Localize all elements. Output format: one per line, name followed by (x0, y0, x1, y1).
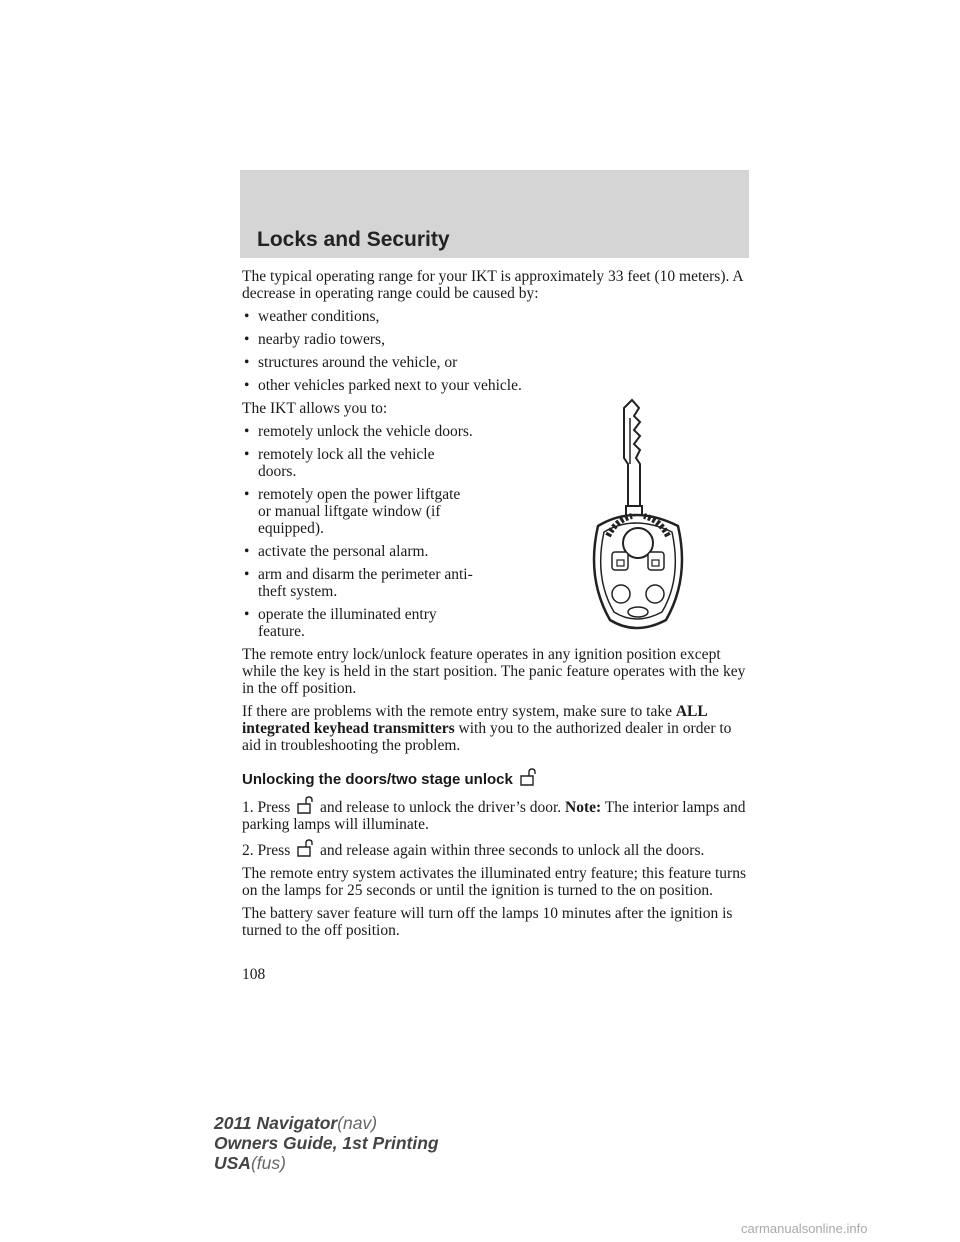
ignition-paragraph: The remote entry lock/unlock feature operates in any ignition position except while the key is held in the start position. The panic feature operates with the key in the off position. (242, 646, 746, 697)
list-item: • nearby radio towers, (244, 331, 385, 348)
page-content (242, 268, 747, 945)
unlock-icon (294, 839, 316, 857)
range-paragraph: The typical operating range for your IKT is approximately 33 feet (10 meters). A decrease in operating range could be caused by: (242, 268, 743, 302)
transmitters-emphasis: ALL integrated keyhead transmitters (242, 703, 707, 737)
step-2: 2. Press and release again within three seconds to unlock all the doors. (242, 839, 747, 859)
list-item: • weather conditions, (244, 308, 380, 325)
watermark: carmanualsonline.info (741, 1221, 868, 1236)
list-item: • remotely unlock the vehicle doors. (244, 423, 473, 440)
step-1: 1. Press and release to unlock the driver’s door. Note: The interior lamps and parking lamps will illuminate. (242, 796, 747, 833)
list-item: • other vehicles parked next to your vehicle. (244, 377, 522, 394)
list-item: • arm and disarm the perimeter anti-theft system. (244, 566, 473, 600)
page-number: 108 (242, 966, 266, 983)
section-title: Locks and Security (257, 228, 450, 251)
range-causes-list (242, 308, 747, 394)
illuminated-entry-paragraph: The remote entry system activates the illuminated entry feature; this feature turns on the lamps for 25 seconds or until the ignition is turned to the on position. (242, 865, 746, 899)
unlock-icon (294, 796, 316, 814)
unlock-icon (517, 768, 539, 786)
list-item: • structures around the vehicle, or (244, 354, 458, 371)
list-item: • remotely open the power liftgate or manual liftgate window (if equipped). (244, 486, 461, 537)
problems-paragraph: If there are problems with the remote entry system, make sure to take ALL integrated keyhead transmitters with you to the authorized dealer in order to aid in troubleshooting the problem. (242, 703, 732, 754)
document-footer: 2011 Navigator(nav) Owners Guide, 1st Printing USA(fus) (214, 1113, 439, 1173)
note-label: Note: (565, 799, 602, 816)
list-item: • operate the illuminated entry feature. (244, 606, 437, 640)
list-item: • remotely lock all the vehicle doors. (244, 446, 435, 480)
list-item: • activate the personal alarm. (244, 543, 429, 560)
ikt-features-list (242, 423, 747, 640)
ikt-lead: The IKT allows you to: (242, 400, 388, 417)
unlock-heading: Unlocking the doors/two stage unlock (242, 768, 747, 788)
battery-saver-paragraph: The battery saver feature will turn off the lamps 10 minutes after the ignition is turned to the off position. (242, 905, 733, 939)
